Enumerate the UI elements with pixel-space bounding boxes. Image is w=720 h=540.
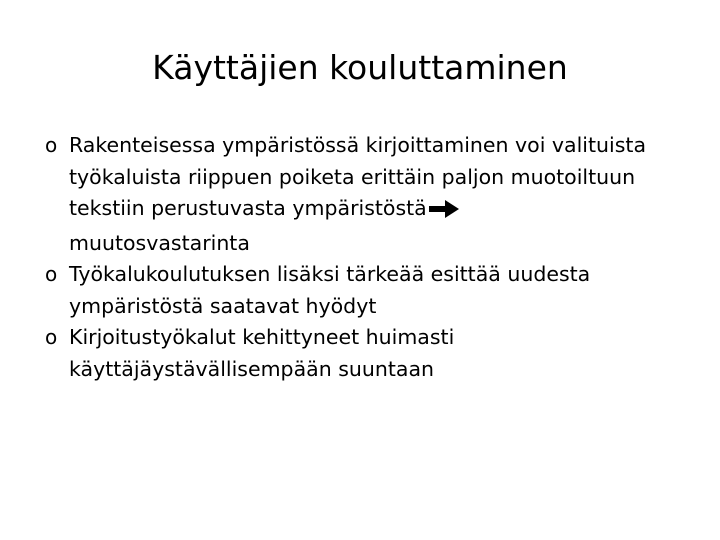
bullet-item	[45, 322, 685, 385]
bullet-item	[45, 259, 685, 322]
bullet-text: Kirjoitustyökalut kehittyneet huimasti käyttäjäystävällisempään suuntaan	[69, 325, 455, 381]
bullet-item	[45, 130, 685, 259]
bullet-marker: o	[45, 262, 58, 286]
bullet-list	[45, 130, 685, 385]
bullet-text: Rakenteisessa ympäristössä kirjoittaminen voi valituista työkaluista riippuen poiketa erittäin paljon muotoiltuun tekstiin perustuvasta ympäristöstä	[69, 133, 647, 220]
bullet-marker: o	[45, 325, 58, 349]
bullet-marker: o	[45, 133, 58, 157]
right-arrow-icon	[429, 196, 459, 228]
bullet-text: Työkalukoulutuksen lisäksi tärkeää esittää uudesta ympäristöstä saatavat hyödyt	[69, 262, 591, 318]
bullet-text-continued: muutosvastarinta	[69, 230, 250, 255]
slide-title: Käyttäjien kouluttaminen	[152, 48, 568, 87]
